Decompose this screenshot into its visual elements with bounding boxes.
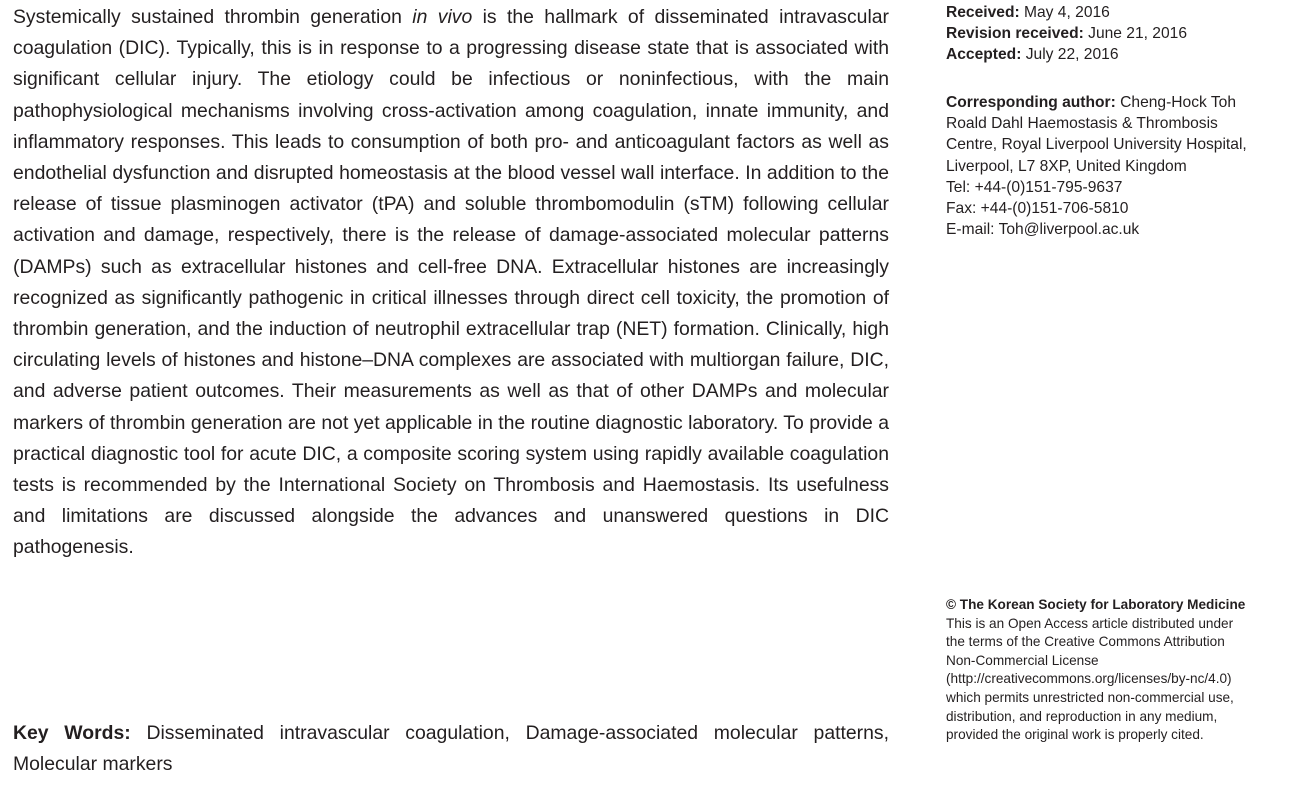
license-notice	[946, 596, 1314, 745]
article-dates	[946, 2, 1314, 66]
received-value: May 4, 2016	[1019, 4, 1110, 21]
address-line: Roald Dahl Haemostasis & Thrombosis	[946, 115, 1218, 133]
license-body: This is an Open Access article distributed under the terms of the Creative Commons Attribution Non-Commercial License (http://creativecommons.org/licenses/by-nc/4.0) which permits unrestricted non-commercial use, distribution, and reproduction in any medium, provided the original work is properly cited.	[946, 615, 1234, 743]
revision-date	[946, 23, 1314, 44]
keywords-label: Key Words:	[13, 722, 131, 744]
address-line: Centre, Royal Liverpool University Hospital,	[946, 136, 1247, 154]
received-label: Received:	[946, 4, 1020, 21]
accepted-label: Accepted:	[946, 46, 1022, 64]
received-date	[946, 2, 1314, 23]
accepted-value: July 22, 2016	[1021, 46, 1119, 64]
corresponding-name: Cheng-Hock Toh	[1115, 94, 1236, 111]
revision-value: June 21, 2016	[1083, 25, 1187, 43]
abstract-text-part2: is the hallmark of disseminated intravascular coagulation (DIC). Typically, this is in response to a progressing disease state that is associated with significant cellular injury. The etiology could be infectious or noninfectious, with the main pathophysiological mechanisms involving cross-activation among coagulation, innate immunity, and inflammatory responses. This leads to consumption of both pro- and anticoagulant factors as well as endothelial dysfunction and disrupted homeostasis at the blood vessel wall interface. In addition to the release of tissue plasminogen activator (tPA) and soluble thrombomodulin (sTM) following cellular activation and damage, respectively, there is the release of damage-associated molecular patterns (DAMPs) such as extracellular histones and cell-free DNA. Extracellular histones are increasingly recognized as significantly pathogenic in critical illnesses through direct cell toxicity, the promotion of thrombin generation, and the induction of neutrophil extracellular trap (NET) formation. Clinically, high circulating levels of histones and histone–DNA complexes are associated with multiorgan failure, DIC, and adverse patient outcomes. Their measurements as well as that of other DAMPs and molecular markers of thrombin generation are not yet applicable in the routine diagnostic laboratory. To provide a practical diagnostic tool for acute DIC, a composite scoring system using rapidly available coagulation tests is recommended by the International Society on Thrombosis and Haemostasis. Its usefulness and limitations are discussed alongside the advances and unanswered questions in DIC pathogenesis.	[13, 6, 890, 559]
corresponding-author	[946, 92, 1314, 240]
fax: Fax: +44-(0)151-706-5810	[946, 200, 1129, 218]
address-line: Liverpool, L7 8XP, United Kingdom	[946, 157, 1187, 175]
license-heading: © The Korean Society for Laboratory Medicine	[946, 597, 1246, 612]
telephone: Tel: +44-(0)151-795-9637	[946, 178, 1123, 196]
abstract-italic-term: in vivo	[412, 6, 473, 28]
corresponding-author-line	[946, 92, 1314, 113]
accepted-date	[946, 44, 1314, 65]
email: E-mail: Toh@liverpool.ac.uk	[946, 221, 1140, 239]
keywords-text: Disseminated intravascular coagulation, Damage-associated molecular patterns, Molecular markers	[13, 722, 889, 776]
corresponding-label: Corresponding author:	[946, 94, 1116, 111]
revision-label: Revision received:	[946, 25, 1084, 43]
keywords	[13, 718, 889, 780]
abstract-text	[13, 2, 889, 564]
abstract-text-part1: Systemically sustained thrombin generation	[13, 6, 413, 28]
abstract	[13, 2, 889, 564]
